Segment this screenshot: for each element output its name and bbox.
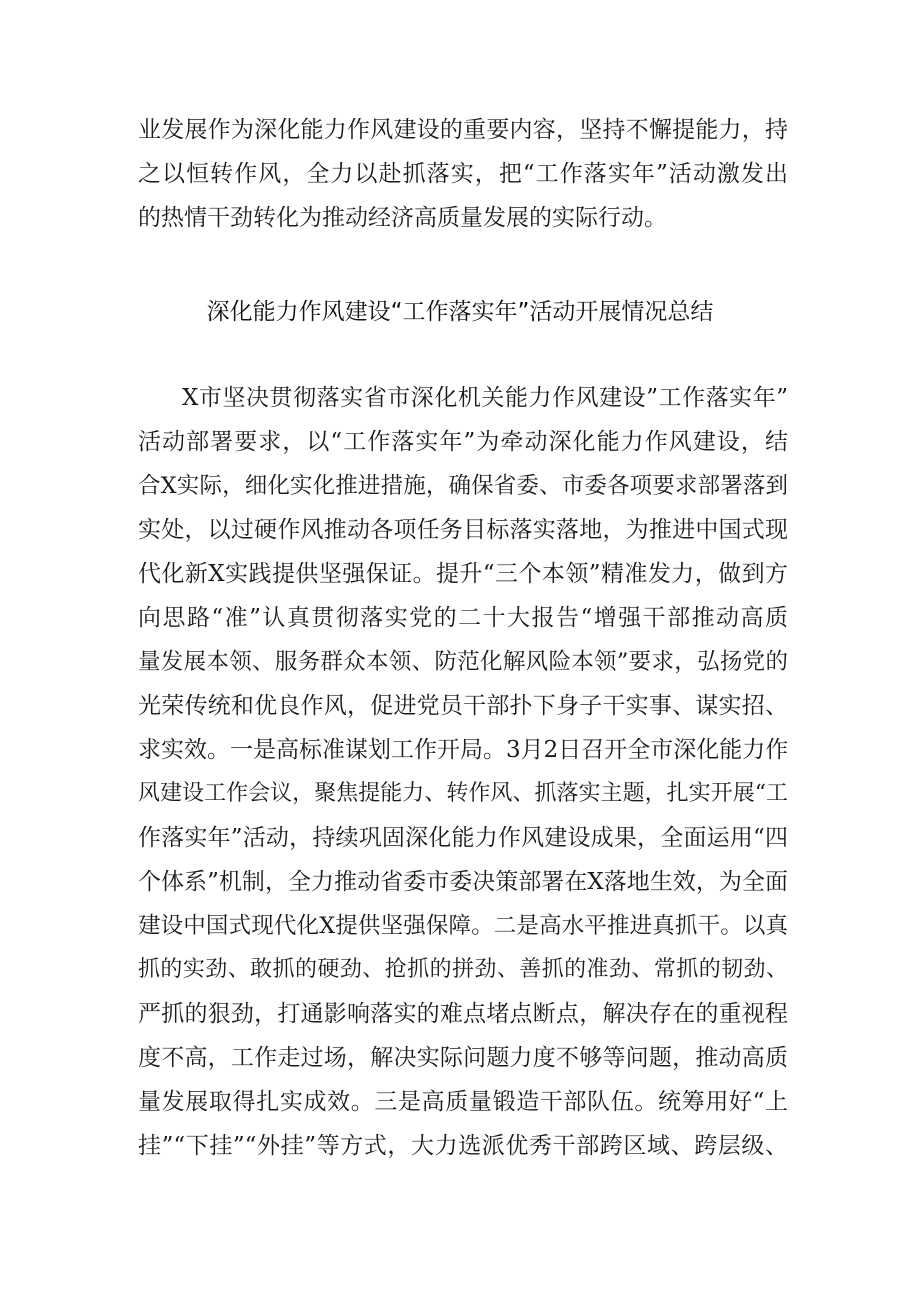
- intro-line-3: 的热情干劲转化为推动经济高质量发展的实际行动。: [138, 205, 667, 231]
- body-line-13: 建设中国式现代化X提供坚强保障。二是高水平推进真抓干。以真: [138, 913, 788, 939]
- body-line-18: 挂”“下挂”“外挂”等方式，大力选派优秀干部跨区域、跨层级、: [138, 1133, 788, 1159]
- body-line-5: 代化新X实践提供坚强保证。提升“三个本领”精准发力，做到方: [138, 561, 788, 587]
- intro-line-2: 之以恒转作风，全力以赴抓落实，把“工作落实年”活动激发出: [138, 161, 788, 187]
- intro-line-1: 业发展作为深化能力作风建设的重要内容，坚持不懈提能力，持: [138, 117, 788, 143]
- body-line-6: 向思路“准”认真贯彻落实党的二十大报告“增强干部推动高质: [138, 605, 788, 631]
- body-line-17: 量发展取得扎实成效。三是高质量锻造干部队伍。统筹用好“上: [138, 1089, 788, 1115]
- body-line-8: 光荣传统和优良作风，促进党员干部扑下身子干实事、谋实招、: [138, 693, 788, 719]
- body-line-14: 抓的实劲、敢抓的硬劲、抢抓的拼劲、善抓的准劲、常抓的韧劲、: [138, 957, 788, 982]
- body-line-10: 风建设工作会议，聚焦提能力、转作风、抓落实主题，扎实开展“工: [138, 781, 788, 806]
- body-line-3: 合X实际，细化实化推进措施，确保省委、市委各项要求部署落到: [138, 473, 788, 499]
- body-line-12: 个体系”机制，全力推动省委市委决策部署在X落地生效，为全面: [138, 869, 788, 895]
- body-line-4: 实处，以过硬作风推动各项任务目标落实落地，为推进中国式现: [138, 517, 788, 543]
- body-line-11: 作落实年”活动，持续巩固深化能力作风建设成果，全面运用“四: [138, 825, 788, 851]
- body-line-1: X市坚决贯彻落实省市深化机关能力作风建设”工作落实年”: [182, 385, 788, 411]
- body-line-7: 量发展本领、服务群众本领、防范化解风险本领”要求，弘扬党的: [138, 649, 788, 675]
- body-line-15: 严抓的狠劲，打通影响落实的难点堵点断点，解决存在的重视程: [138, 1001, 788, 1027]
- body-line-16: 度不高，工作走过场，解决实际问题力度不够等问题，推动高质: [138, 1045, 788, 1071]
- article-title: 深化能力作风建设“工作落实年”活动开展情况总结: [206, 299, 714, 325]
- body-line-2: 活动部署要求，以“工作落实年”为牵动深化能力作风建设，结: [138, 429, 788, 455]
- body-line-9: 求实效。一是高标准谋划工作开局。3月2日召开全市深化能力作: [138, 737, 789, 763]
